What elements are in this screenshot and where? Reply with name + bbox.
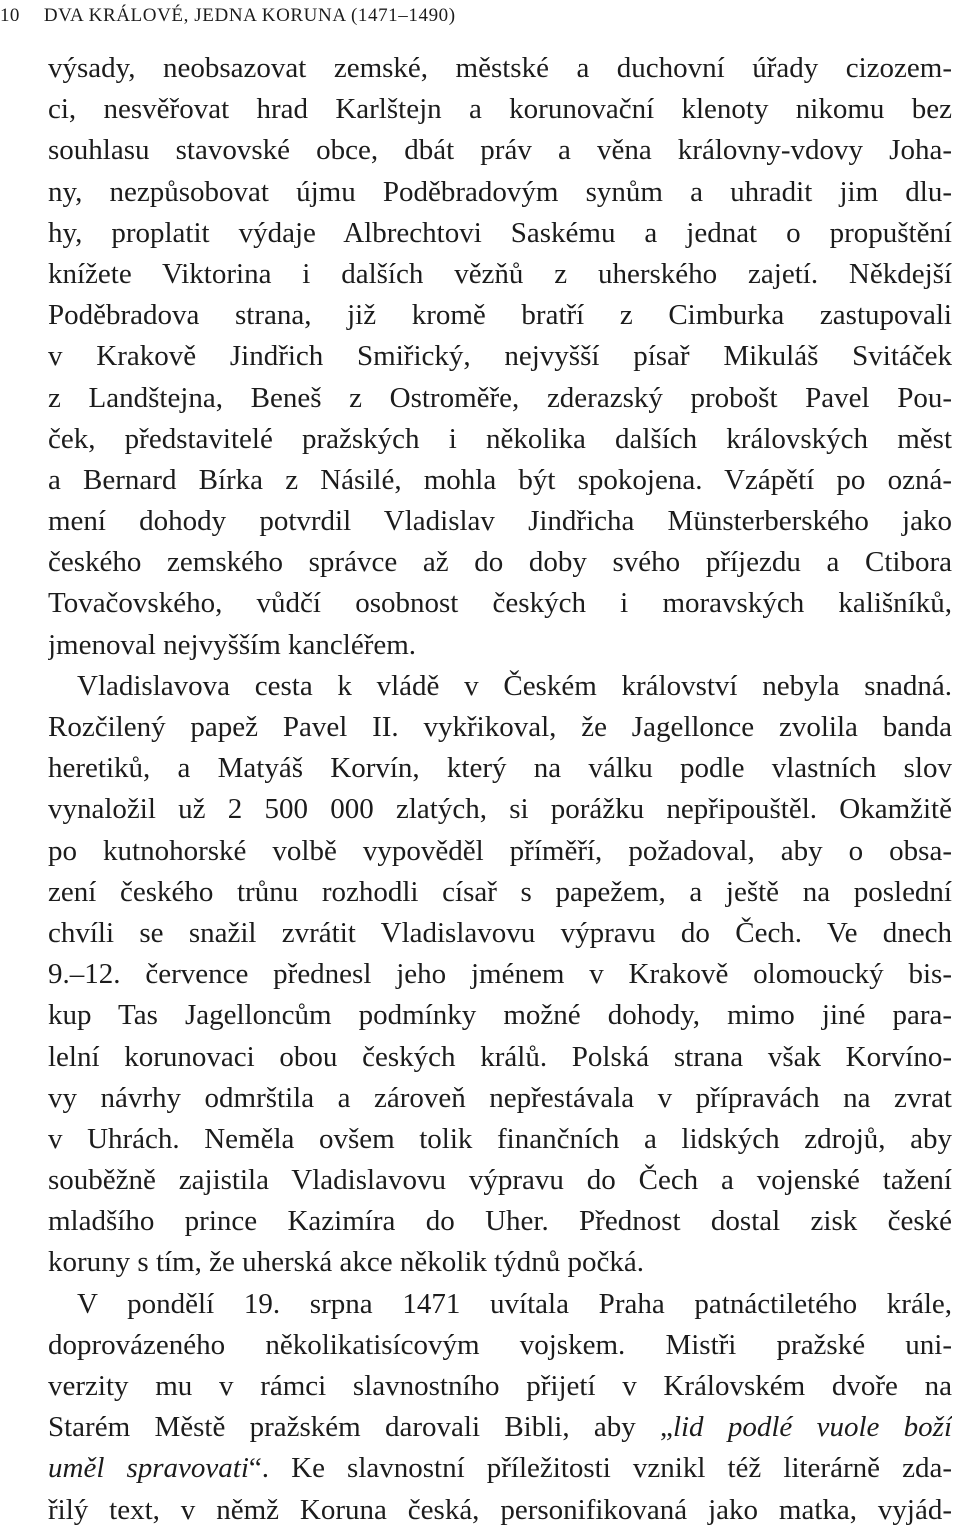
text-line [48,1448,952,1489]
text-line: verzity mu v rámci slavnostního přijetí v Královském dvoře na [48,1370,952,1402]
text-line: souběžně zajistila Vladislavovu výpravu do Čech a vojenské tažení [48,1164,952,1197]
running-title: DVA KRÁLOVÉ, JEDNA KORUNA (1471–1490) [43,5,456,26]
paragraph-last-line: koruny s tím, že uherská akce několik týdnů počká. [48,1246,644,1279]
text-line: z Landštejna, Beneš z Ostroměře, zderazský probošt Pavel Pou- [48,381,952,414]
text-line: řilý text, v němž Koruna česká, personifikovaná jako matka, vyjád- [48,1493,952,1526]
text-line: Rozčilený papež Pavel II. vykřikoval, že Jagellonce zvolila banda [48,711,952,743]
paragraph-last-line: jmenoval nejvyšším kancléřem. [48,628,417,661]
text-line: vy návrhy odmrštila a zároveň nepřestávala v přípravách na zvrat [48,1081,952,1114]
text-line: ček, představitelé pražských i několika dalších královských měst [48,422,952,455]
text-line: hy, proplatit výdaje Albrechtovi Saskému a jednat o propuštění [48,216,952,249]
text-run: “. Ke slavnostní příležitosti vznikl též literárně zda- [248,1452,952,1485]
text-line [48,1407,952,1448]
text-line: doprovázeného několikatisícovým vojskem. Mistři pražské uni- [48,1328,952,1361]
quotation-italic: lid podlé vuole boží [672,1411,952,1444]
quotation-italic: uměl spravovati [48,1452,249,1485]
text-line: v Krakově Jindřich Smiřický, nejvyšší písař Mikuláš Svitáček [48,340,952,373]
text-line: zení českého trůnu rozhodli císař s papežem, a ještě na poslední [48,875,952,908]
page-body [48,48,952,1531]
text-line: Tovačovského, vůdčí osobnost českých i moravských kališníků, [48,587,952,620]
text-line: ci, nesvěřovat hrad Karlštejn a korunovační klenoty nikomu bez [48,93,952,126]
text-line: mení dohody potvrdil Vladislav Jindřicha Münsterberského jako [48,505,952,538]
text-line: Poděbradova strana, již kromě bratří z Cimburka zastupovali [48,299,952,332]
text-line: chvíli se snažil zvrátit Vladislavovu výpravu do Čech. Ve dnech [48,916,952,949]
text-line: po kutnohorské volbě vypověděl příměří, požadoval, aby o obsa- [48,834,952,867]
text-line: a Bernard Bírka z Násilé, mohla být spokojena. Vzápětí po ozná- [48,463,952,496]
text-line: v Uhrách. Neměla ovšem tolik finančních a lidských zdrojů, aby [48,1122,952,1155]
running-head [0,5,456,27]
text-line: 9.–12. července přednesl jeho jménem v Krakově olomoucký bis- [48,958,952,991]
text-line: souhlasu stavovské obce, dbát práv a věna královny-vdovy Joha- [48,134,952,167]
text-line: českého zemského správce až do doby svého příjezdu a Ctibora [48,546,952,579]
text-line: ny, nezpůsobovat újmu Poděbradovým synům a uhradit jim dlu- [48,175,952,208]
text-line: heretiků, a Matyáš Korvín, který na válku podle vlastních slov [48,752,952,785]
text-line: kup Tas Jagelloncům podmínky možné dohody, mimo jiné para- [48,999,952,1032]
text-line: lelní korunovaci obou českých králů. Polská strana však Korvíno- [48,1040,952,1073]
paragraph-first-line: Vladislavova cesta k vládě v Českém království nebyla snadná. [77,669,952,702]
text-line: knížete Viktorina i dalších vězňů z uherského zajetí. Někdejší [48,257,952,290]
text-line: mladšího prince Kazimíra do Uher. Přednost dostal zisk české [48,1205,952,1238]
text-line: výsady, neobsazovat zemské, městské a duchovní úřady cizozem- [48,52,952,84]
text-line: vynaložil už 2 500 000 zlatých, si porážku nepřipouštěl. Okamžitě [48,793,952,826]
page-number: 10 [0,5,20,26]
text-run: Starém Městě pražském darovali Bibli, aby „ [48,1411,673,1444]
paragraph-first-line: V pondělí 19. srpna 1471 uvítala Praha patnáctiletého krále, [77,1287,952,1320]
